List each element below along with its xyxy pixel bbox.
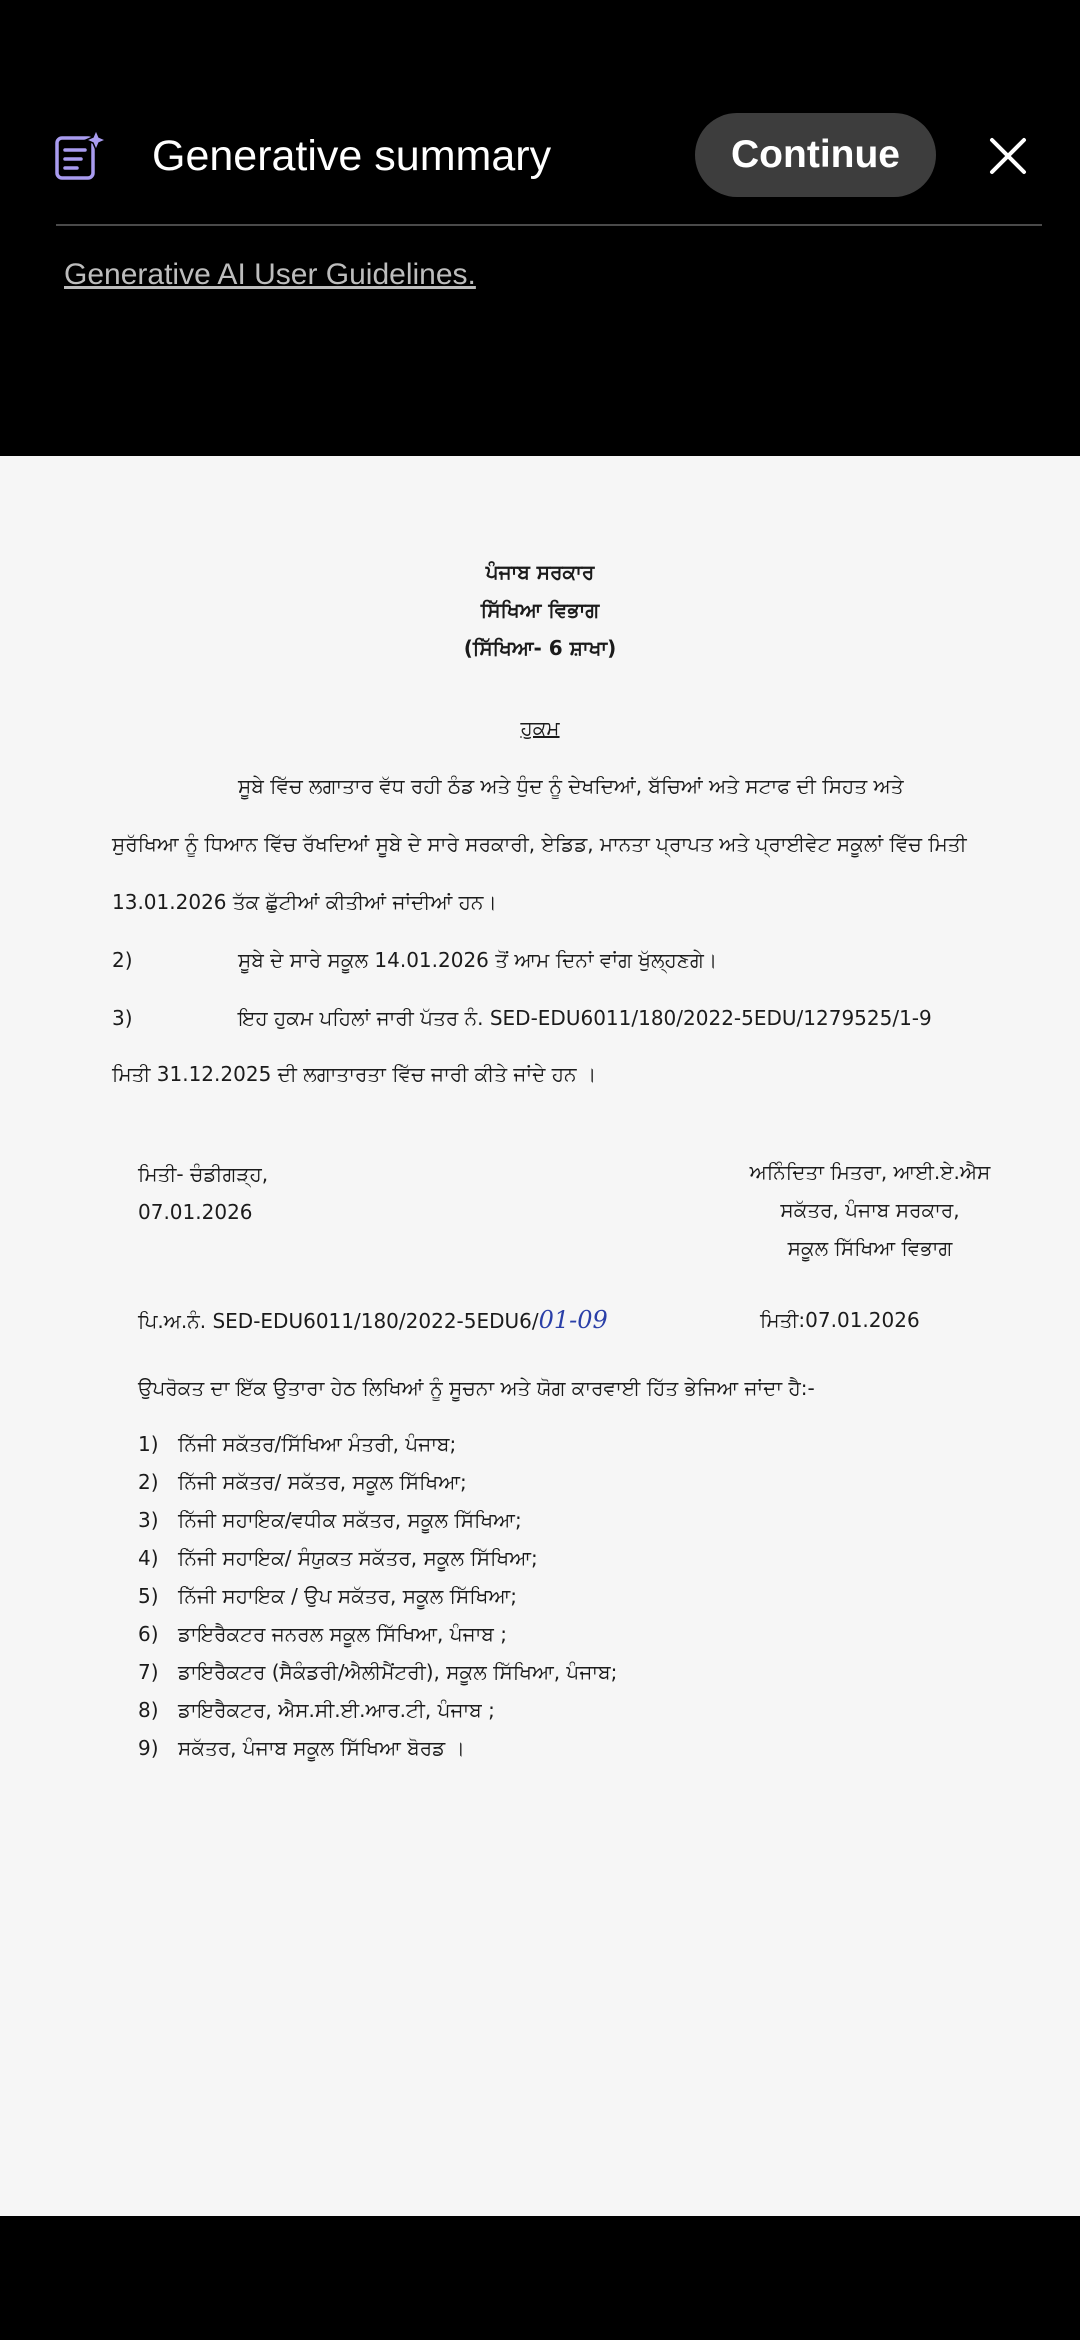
doc-signatory-name: ਅਨਿੰਦਿਤਾ ਮਿਤਰਾ, ਆਈ.ਏ.ਐਸ: [749, 1160, 991, 1184]
recipient-number: 4): [138, 1546, 159, 1570]
doc-item2-number: 2): [112, 948, 133, 972]
doc-item3-number: 3): [112, 1006, 133, 1030]
doc-para1-line2: ਸੁਰੱਖਿਆ ਨੂੰ ਧਿਆਨ ਵਿੱਚ ਰੱਖਦਿਆਂ ਸੂਬੇ ਦੇ ਸਾਰੇ ਸਰਕਾਰੀ, ਏਡਿਡ, ਮਾਨਤਾ ਪ੍ਰਾਪਤ ਅਤੇ ਪ੍ਰਾਈਵੇਟ ਸਕੂਲਾਂ ਵਿੱਚ ਮਿਤੀ: [112, 832, 967, 856]
recipient-item: ਨਿੱਜੀ ਸਹਾਇਕ/ ਸੰਯੁਕਤ ਸਕੱਤਰ, ਸਕੂਲ ਸਿੱਖਿਆ;: [178, 1546, 538, 1570]
recipient-number: 3): [138, 1508, 159, 1532]
summary-header: [0, 0, 1080, 456]
doc-copy-intro: ਉਪਰੋਕਤ ਦਾ ਇੱਕ ਉਤਾਰਾ ਹੇਠ ਲਿਖਿਆਂ ਨੂੰ ਸੂਚਨਾ ਅਤੇ ਯੋਗ ਕਾਰਵਾਈ ਹਿੱਤ ਭੇਜਿਆ ਜਾਂਦਾ ਹੈ:-: [138, 1376, 815, 1400]
recipient-item: ਨਿੱਜੀ ਸਕੱਤਰ/ਸਿੱਖਿਆ ਮੰਤਰੀ, ਪੰਜਾਬ;: [178, 1432, 457, 1456]
recipient-number: 5): [138, 1584, 159, 1608]
doc-endorsement-number: [138, 1306, 608, 1335]
recipient-number: 9): [138, 1736, 159, 1760]
recipient-item: ਸਕੱਤਰ, ਪੰਜਾਬ ਸਕੂਲ ਸਿੱਖਿਆ ਬੋਰਡ ।: [178, 1736, 465, 1760]
doc-item3-line2: ਮਿਤੀ 31.12.2025 ਦੀ ਲਗਾਤਾਰਤਾ ਵਿੱਚ ਜਾਰੀ ਕੀਤੇ ਜਾਂਦੇ ਹਨ ।: [112, 1062, 597, 1086]
doc-endorsement-date: ਮਿਤੀ:07.01.2026: [760, 1308, 920, 1332]
bottom-bar: [0, 2216, 1080, 2340]
recipient-item: ਨਿੱਜੀ ਸਕੱਤਰ/ ਸਕੱਤਰ, ਸਕੂਲ ਸਿੱਖਿਆ;: [178, 1470, 467, 1494]
recipient-number: 2): [138, 1470, 159, 1494]
recipient-item: ਡਾਇਰੈਕਟਰ ਜਨਰਲ ਸਕੂਲ ਸਿੱਖਿਆ, ਪੰਜਾਬ ;: [178, 1622, 508, 1646]
recipient-item: ਡਾਇਰੈਕਟਰ (ਸੈਕੰਡਰੀ/ਐਲੀਮੈਂਟਰੀ), ਸਕੂਲ ਸਿੱਖਿਆ, ਪੰਜਾਬ;: [178, 1660, 618, 1684]
generative-summary-icon: [54, 130, 106, 182]
doc-item2-text: ਸੂਬੇ ਦੇ ਸਾਰੇ ਸਕੂਲ 14.01.2026 ਤੋਂ ਆਮ ਦਿਨਾਂ ਵਾਂਗ ਖੁੱਲ੍ਹਣਗੇ।: [238, 948, 718, 972]
doc-heading-branch: (ਸਿੱਖਿਆ- 6 ਸ਼ਾਖਾ): [463, 636, 617, 660]
recipient-number: 1): [138, 1432, 159, 1456]
document-page[interactable]: [0, 456, 1080, 2216]
doc-para1-line1: ਸੂਬੇ ਵਿੱਚ ਲਗਾਤਾਰ ਵੱਧ ਰਹੀ ਠੰਡ ਅਤੇ ਧੁੰਦ ਨੂੰ ਦੇਖਦਿਆਂ, ਬੱਚਿਆਂ ਅਤੇ ਸਟਾਫ ਦੀ ਸਿਹਤ ਅਤੇ: [238, 774, 904, 798]
close-icon[interactable]: [986, 134, 1030, 178]
doc-heading-government: ਪੰਜਾਬ ਸਰਕਾਰ: [485, 560, 595, 584]
continue-button[interactable]: Continue: [695, 113, 936, 197]
recipient-number: 8): [138, 1698, 159, 1722]
recipient-number: 6): [138, 1622, 159, 1646]
page-title: Generative summary: [152, 132, 552, 180]
doc-heading-department: ਸਿੱਖਿਆ ਵਿਭਾਗ: [480, 598, 600, 622]
recipient-number: 7): [138, 1660, 159, 1684]
recipient-item: ਨਿੱਜੀ ਸਹਾਇਕ / ਉਪ ਸਕੱਤਰ, ਸਕੂਲ ਸਿੱਖਿਆ;: [178, 1584, 517, 1608]
doc-endorsement-handwritten: 01-09: [538, 1306, 608, 1334]
recipient-item: ਨਿੱਜੀ ਸਹਾਇਕ/ਵਧੀਕ ਸਕੱਤਰ, ਸਕੂਲ ਸਿੱਖਿਆ;: [178, 1508, 522, 1532]
doc-signatory-dept: ਸਕੂਲ ਸਿੱਖਿਆ ਵਿਭਾਗ: [787, 1236, 953, 1260]
recipient-item: ਡਾਇਰੈਕਟਰ, ਐਸ.ਸੀ.ਈ.ਆਰ.ਟੀ, ਪੰਜਾਬ ;: [178, 1698, 495, 1722]
doc-item3-text: ਇਹ ਹੁਕਮ ਪਹਿਲਾਂ ਜਾਰੀ ਪੱਤਰ ਨੰ. SED-EDU6011/180/2022-5EDU/1279525/1-9: [238, 1006, 932, 1030]
doc-para1-line3: 13.01.2026 ਤੱਕ ਛੁੱਟੀਆਂ ਕੀਤੀਆਂ ਜਾਂਦੀਆਂ ਹਨ।: [112, 890, 497, 914]
doc-place-date: 07.01.2026: [138, 1200, 253, 1224]
doc-order-title: ਹੁਕਮ: [520, 716, 560, 740]
doc-signatory-title: ਸਕੱਤਰ, ਪੰਜਾਬ ਸਰਕਾਰ,: [780, 1198, 960, 1222]
doc-place-label: ਮਿਤੀ- ਚੰਡੀਗੜ੍ਹ,: [138, 1162, 269, 1186]
doc-endorsement-prefix: ਪਿ.ਅ.ਨੰ. SED-EDU6011/180/2022-5EDU6/: [138, 1309, 539, 1333]
header-divider: [56, 224, 1042, 226]
ai-guidelines-link[interactable]: Generative AI User Guidelines.: [64, 258, 476, 291]
